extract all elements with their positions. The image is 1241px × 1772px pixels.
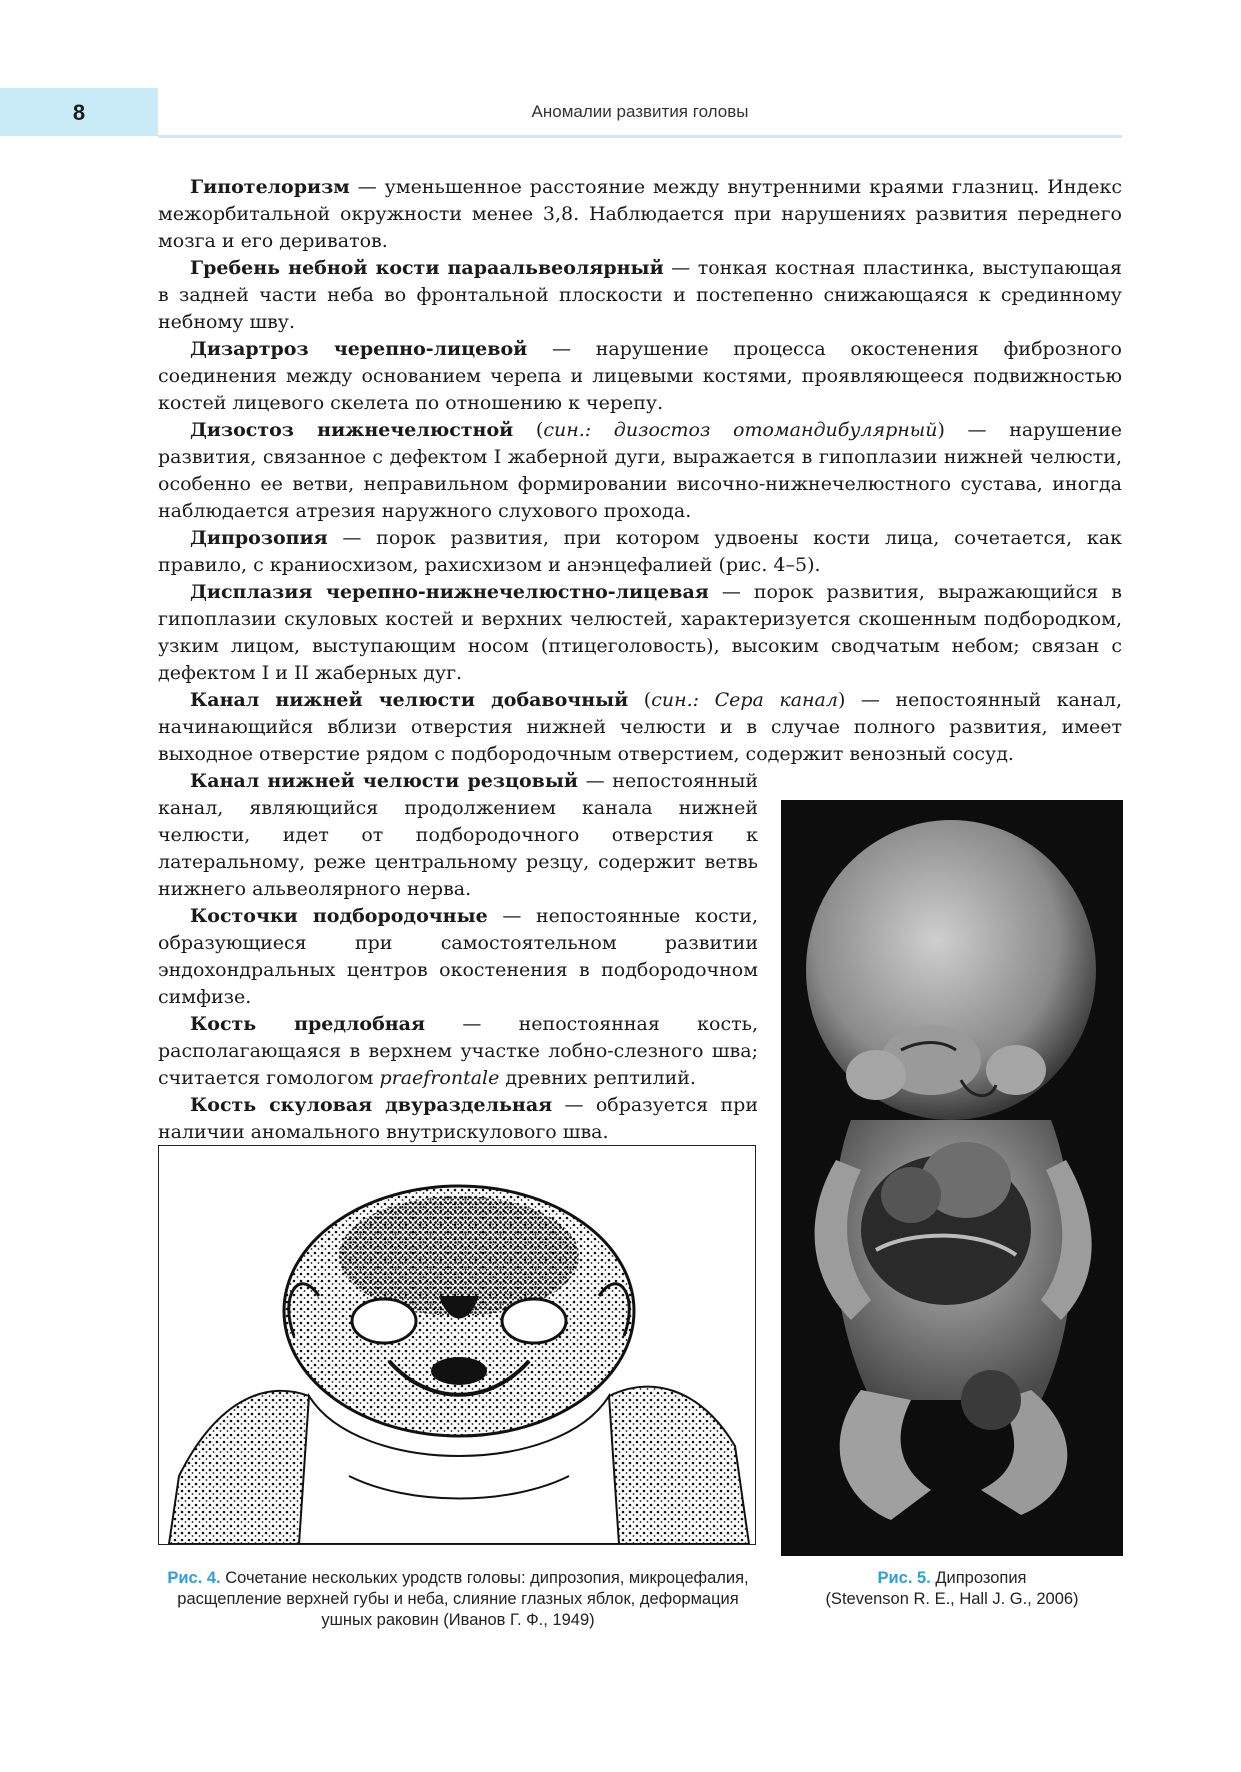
term: Канал нижней челюсти резцовый [190,770,579,792]
entry-incisive-canal: Канал нижней челюсти резцовый — непостоянный канал, являющийся продолжением канала нижней челюсти, идет от подбородочного отверстия к латеральному, реже центральному резцу, содержит ветвь нижнего альвеолярного нерва. [158,770,759,900]
entry-mental-ossicles: Косточки подбородочные — непостоянные кости, образующиеся при самостоятельном развитии эндохондральных центров окостенения в подбородочном симфизе. [158,905,758,1008]
term: Канал нижней челюсти добавочный [190,689,629,711]
term: Кость скуловая двураздельная [190,1094,553,1116]
term: Дизартроз черепно-лицевой [190,338,528,360]
term: Дисплазия черепно-нижнечелюстно-лицевая [190,581,709,603]
figure-5-label: Рис. 5. [877,1569,931,1587]
page-number: 8 [72,100,86,125]
entry-hypotelorism: Гипотелоризм — уменьшенное расстояние между внутренними краями глазниц. Индекс межорбитальной окружности менее 3,8. Наблюдается при нарушениях развития переднего мозга и его дериватов. [158,176,1122,252]
term: Дипрозопия [190,527,328,549]
figure-4-caption: Рис. 4. Сочетание нескольких уродств головы: дипрозопия, микроцефалия, расщепление верхней губы и неба, слияние глазных яблок, деформация ушных раковин (Иванов Г. Ф., 1949) [167,1569,749,1629]
term: Гипотелоризм [190,176,350,198]
figure-5-caption: Рис. 5. Дипрозопия (Stevenson R. E., Hall J. G., 2006) [825,1569,1079,1608]
term: Кость предлобная [190,1013,426,1035]
entry-bipartite-zygomatic: Кость скуловая двураздельная — образуется при наличии аномального внутрискулового шва. [158,1094,759,1143]
figure-4-label: Рис. 4. [167,1569,221,1587]
term: Гребень небной кости параальвеолярный [190,257,664,279]
entry-palatine-crest: Гребень небной кости параальвеолярный — тонкая костная пластинка, выступающая в задней части неба во фронтальной плоскости и постепенно снижающаяся к срединному небному шву. [158,257,1122,333]
entry-mandibular-dysostosis: Дизостоз нижнечелюстной (син.: дизостоз отомандибулярный) — нарушение развития, связанное с дефектом I жаберной дуги, выражается в гипоплазии нижней челюсти, особенно ее ветви, неправильном формировании височно-нижнечелюстного сустава, иногда наблюдается атрезия наружного слухового прохода. [158,419,1123,522]
entry-diprosopia: Дипрозопия — порок развития, при котором удвоены кости лица, сочетается, как правило, с краниосхизом, рахисхизом и анэнцефалией (рис. 4–5). [158,527,1122,576]
entry-prefrontal-bone: Кость предлобная — непостоянная кость, располагающаяся в верхнем участке лобно-слезного шва; считается гомологом praefrontale древних рептилий. [158,1013,758,1089]
entry-accessory-canal: Канал нижней челюсти добавочный (син.: Сера канал) — непостоянный канал, начинающийся вблизи отверстия нижней челюсти и в случае полного развития, имеет выходное отверстие рядом с подбородочным отверстием, содержит венозный сосуд. [158,689,1122,765]
entry-dysplasia: Дисплазия черепно-нижнечелюстно-лицевая — порок развития, выражающийся в гипоплазии скуловых костей и верхних челюстей, характеризуется скошенным подбородком, узким лицом, выступающим носом (птицеголовость), высоким сводчатым небом; связан с дефектом I и II жаберных дуг. [158,581,1122,684]
running-title: Аномалии развития головы [531,102,749,121]
figure-5-photo [781,800,1123,1556]
column-text [158,768,758,1146]
full-width-text [158,174,1122,768]
term: Косточки подбородочные [190,905,488,927]
entry-dysarthrosis: Дизартроз черепно-лицевой — нарушение процесса окостенения фиброзного соединения между основанием черепа и лицевыми костями, проявляющееся подвижностью костей лицевого скелета по отношению к черепу. [158,338,1122,414]
synonym: син.: дизостоз отомандибулярный [543,419,938,441]
header-rule [158,135,1122,138]
figure-4-illustration [158,1145,756,1545]
synonym: син.: Сера канал [651,689,838,711]
term: Дизостоз нижнечелюстной [190,419,514,441]
